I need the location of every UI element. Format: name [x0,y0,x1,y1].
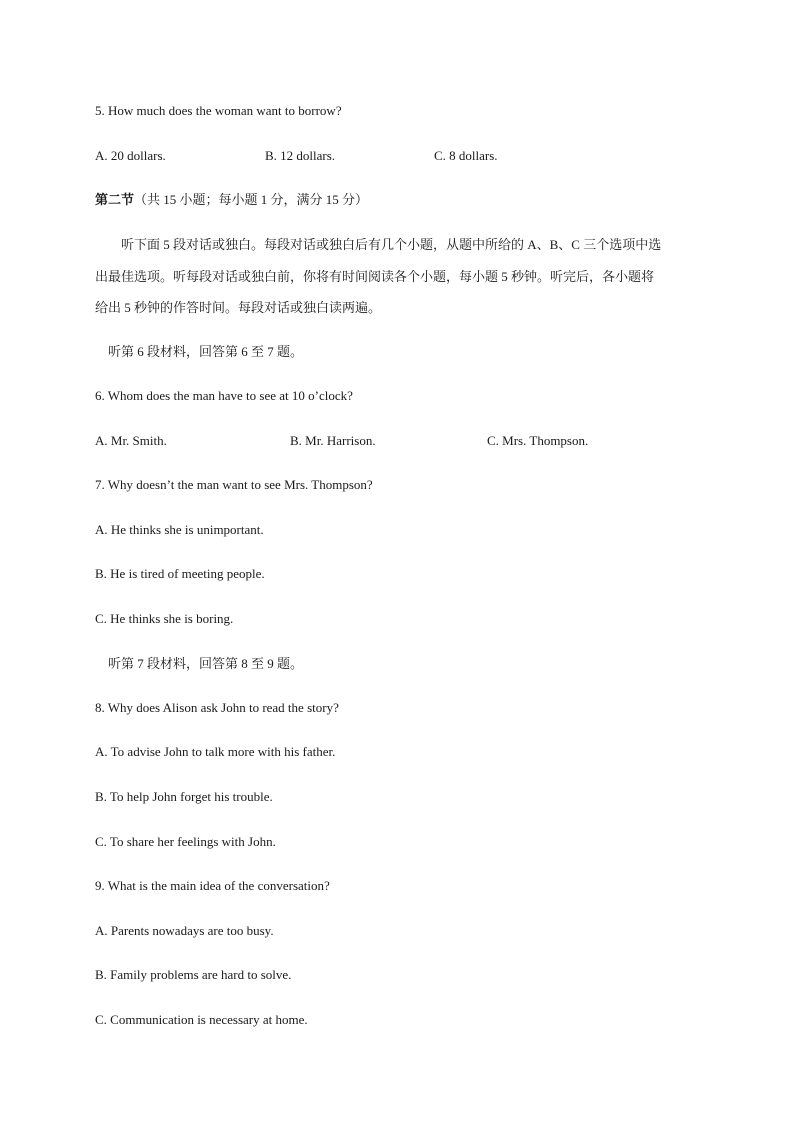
question-9: 9. What is the main idea of the conversation? [95,878,330,893]
section-2-scoring: （共 15 小题；每小题 1 分，满分 15 分） [134,192,369,207]
material-7-instruction: 听第 7 段材料，回答第 8 至 9 题。 [108,656,304,671]
q9-option-c: C. Communication is necessary at home. [95,1012,308,1027]
question-7: 7. Why doesn’t the man want to see Mrs. Thompson? [95,477,373,492]
q8-option-a: A. To advise John to talk more with his father. [95,744,336,759]
q9-option-b: B. Family problems are hard to solve. [95,967,292,982]
instructions-line-3: 给出 5 秒钟的作答时间。每段对话或独白读两遍。 [95,300,382,315]
q9-option-a: A. Parents nowadays are too busy. [95,923,274,938]
q6-option-b: B. Mr. Harrison. [290,433,376,448]
q8-option-b: B. To help John forget his trouble. [95,789,273,804]
section-2-title: 第二节 [95,192,135,207]
q6-option-a: A. Mr. Smith. [95,433,167,448]
question-5: 5. How much does the woman want to borrow? [95,103,342,118]
q5-option-c: C. 8 dollars. [434,148,498,163]
q8-option-c: C. To share her feelings with John. [95,834,276,849]
q7-option-b: B. He is tired of meeting people. [95,566,265,581]
question-8: 8. Why does Alison ask John to read the story? [95,700,339,715]
question-6: 6. Whom does the man have to see at 10 o’clock? [95,388,353,403]
instructions-line-1: 听下面 5 段对话或独白。每段对话或独白后有几个小题，从题中所给的 A、B、C 三个选项中选 [121,237,662,252]
section-2-heading [95,192,368,208]
q7-option-a: A. He thinks she is unimportant. [95,522,264,537]
q6-option-c: C. Mrs. Thompson. [487,433,589,448]
q5-option-a: A. 20 dollars. [95,148,166,163]
material-6-instruction: 听第 6 段材料，回答第 6 至 7 题。 [108,344,304,359]
q7-option-c: C. He thinks she is boring. [95,611,234,626]
instructions-line-2: 出最佳选项。听每段对话或独白前，你将有时间阅读各个小题，每小题 5 秒钟。听完后，各小题将 [95,269,655,284]
q5-option-b: B. 12 dollars. [265,148,336,163]
